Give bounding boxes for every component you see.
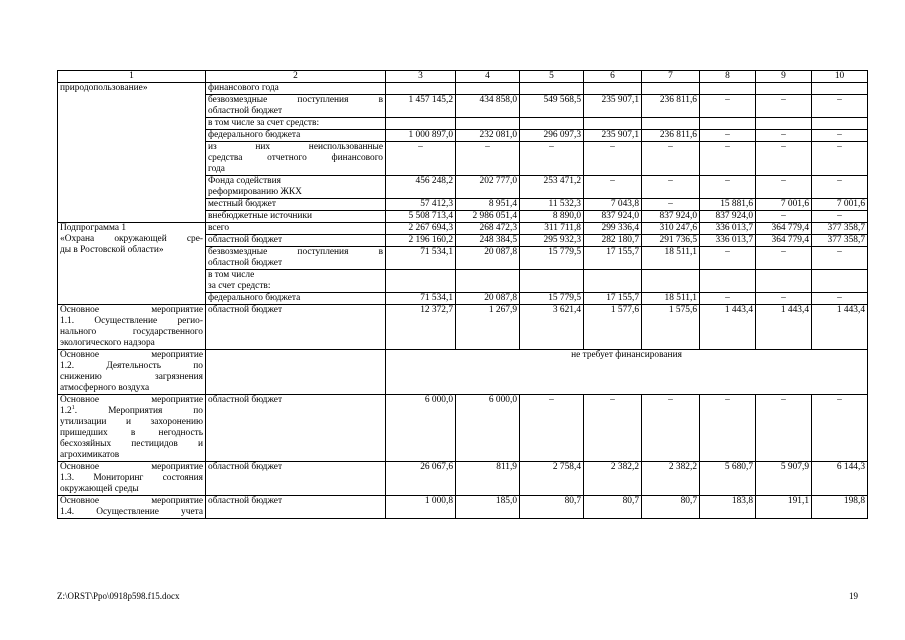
value-cell: –	[642, 176, 700, 199]
value-cell: 837 924,0	[642, 211, 700, 223]
measure-line: снижению загрязнения	[60, 372, 203, 382]
measure-line: Основное мероприятие	[60, 395, 203, 405]
subprogram-line: Подпрограмма 1	[60, 223, 127, 233]
measure-line: окружающей среды	[60, 484, 139, 494]
value-cell	[520, 118, 584, 130]
value-cell: 232 081,0	[456, 130, 520, 142]
value-cell: 20 087,8	[456, 293, 520, 305]
value-cell: 2 986 051,4	[456, 211, 520, 223]
header-cell: 6	[584, 71, 642, 83]
value-cell: 299 336,4	[584, 223, 642, 235]
value-cell: 5 508 713,4	[386, 211, 456, 223]
value-cell: –	[700, 95, 756, 118]
value-cell: 549 568,5	[520, 95, 584, 118]
measure-name-cell	[58, 462, 206, 496]
value-cell: 18 511,1	[642, 247, 700, 270]
value-cell: 364 779,4	[756, 223, 812, 235]
source-cell	[206, 142, 386, 176]
value-cell: 837 924,0	[700, 211, 756, 223]
value-cell	[812, 270, 868, 293]
program-name-cell	[58, 83, 206, 223]
value-cell: –	[700, 176, 756, 199]
value-cell: –	[456, 142, 520, 176]
value-cell: 80,7	[520, 496, 584, 519]
source-line: за счет средств:	[208, 281, 271, 291]
value-cell	[700, 270, 756, 293]
measure-line	[60, 406, 203, 417]
value-cell: 2 382,2	[584, 462, 642, 496]
header-cell: 3	[386, 71, 456, 83]
value-cell: –	[584, 395, 642, 462]
value-cell	[386, 83, 456, 95]
value-cell	[520, 270, 584, 293]
value-cell: –	[642, 395, 700, 462]
header-cell: 9	[756, 71, 812, 83]
value-cell: 183,8	[700, 496, 756, 519]
value-cell: 6 000,0	[456, 395, 520, 462]
value-cell: –	[756, 293, 812, 305]
header-cell: 5	[520, 71, 584, 83]
source-cell	[206, 176, 386, 199]
source-line: из них неиспользованные	[208, 142, 383, 152]
value-cell: 2 196 160,2	[386, 235, 456, 247]
measure-line: бесхозяйных пестицидов и	[60, 439, 203, 449]
value-cell: 11 532,3	[520, 199, 584, 211]
source-line: реформированию ЖКХ	[208, 187, 302, 197]
value-cell: 235 907,1	[584, 130, 642, 142]
source-cell: областной бюджет	[206, 462, 386, 496]
source-cell: федерального бюджета	[206, 130, 386, 142]
value-cell	[456, 83, 520, 95]
value-cell: –	[812, 395, 868, 462]
value-cell: 57 412,3	[386, 199, 456, 211]
value-cell: 282 180,7	[584, 235, 642, 247]
value-cell: 6 144,3	[812, 462, 868, 496]
value-cell	[756, 118, 812, 130]
value-cell: 2 382,2	[642, 462, 700, 496]
value-cell: 5 680,7	[700, 462, 756, 496]
value-cell: 837 924,0	[584, 211, 642, 223]
measure-line: Основное мероприятие	[60, 305, 203, 315]
table-row	[58, 83, 868, 95]
source-line: года	[208, 164, 225, 174]
value-cell: –	[812, 211, 868, 223]
source-line: областной бюджет	[208, 258, 283, 268]
value-cell: 8 951,4	[456, 199, 520, 211]
value-cell	[642, 83, 700, 95]
source-cell	[206, 95, 386, 118]
value-cell: 311 711,8	[520, 223, 584, 235]
value-cell: 20 087,8	[456, 247, 520, 270]
value-cell: –	[756, 95, 812, 118]
value-cell: 377 358,7	[812, 235, 868, 247]
value-cell: 2 267 694,3	[386, 223, 456, 235]
value-cell: 1 443,4	[812, 305, 868, 350]
value-cell: –	[812, 247, 868, 270]
value-cell: 336 013,7	[700, 223, 756, 235]
table-row	[58, 305, 868, 350]
value-cell: 296 097,3	[520, 130, 584, 142]
value-cell: –	[812, 95, 868, 118]
value-cell: 364 779,4	[756, 235, 812, 247]
measure-line: атмосферного воздуха	[60, 383, 150, 393]
source-line: средства отчетного финансового	[208, 153, 383, 163]
value-cell: 811,9	[456, 462, 520, 496]
value-cell	[584, 118, 642, 130]
source-line: безвозмездные поступления в	[208, 247, 383, 257]
value-cell: 456 248,2	[386, 176, 456, 199]
measure-line: 1.3. Мониторинг состояния	[60, 473, 203, 483]
measure-line: агрохимикатов	[60, 450, 120, 460]
measure-line: нального государственного	[60, 327, 203, 337]
value-cell	[642, 118, 700, 130]
value-cell: 198,8	[812, 496, 868, 519]
value-cell: 1 267,9	[456, 305, 520, 350]
source-cell: в том числе за счет средств:	[206, 118, 386, 130]
value-cell: 434 858,0	[456, 95, 520, 118]
subprogram-line: ды в Ростовской области»	[60, 245, 164, 255]
measure-line: 1.4. Осуществление учета	[60, 507, 203, 517]
value-cell: 17 155,7	[584, 247, 642, 270]
value-cell: –	[520, 395, 584, 462]
measure-name-cell	[58, 305, 206, 350]
value-cell: –	[700, 395, 756, 462]
value-cell: 248 384,5	[456, 235, 520, 247]
measure-line: Основное мероприятие	[60, 462, 203, 472]
header-cell: 7	[642, 71, 700, 83]
value-cell: –	[642, 142, 700, 176]
value-cell: –	[700, 142, 756, 176]
table-row	[58, 462, 868, 496]
value-cell: –	[756, 130, 812, 142]
value-cell: –	[756, 395, 812, 462]
value-cell: 236 811,6	[642, 130, 700, 142]
value-cell: 377 358,7	[812, 223, 868, 235]
value-cell: –	[756, 247, 812, 270]
value-cell	[584, 270, 642, 293]
value-cell	[756, 270, 812, 293]
value-cell	[642, 270, 700, 293]
value-cell: 7 001,6	[756, 199, 812, 211]
value-cell: 1 575,6	[642, 305, 700, 350]
source-line: областной бюджет	[208, 106, 283, 116]
value-cell: 310 247,6	[642, 223, 700, 235]
measure-name-cell	[58, 350, 206, 395]
value-cell: –	[642, 199, 700, 211]
header-cell: 10	[812, 71, 868, 83]
value-cell: –	[700, 247, 756, 270]
source-cell: областной бюджет	[206, 235, 386, 247]
value-cell: 8 890,0	[520, 211, 584, 223]
value-cell: 7 043,8	[584, 199, 642, 211]
value-cell: 71 534,1	[386, 293, 456, 305]
value-cell: –	[520, 142, 584, 176]
value-cell: 2 758,4	[520, 462, 584, 496]
measure-number: 1.2	[60, 406, 72, 416]
measure-title: . Мероприятия по	[74, 406, 203, 416]
source-cell: местный бюджет	[206, 199, 386, 211]
value-cell	[700, 118, 756, 130]
value-cell	[700, 83, 756, 95]
value-cell: –	[812, 130, 868, 142]
value-cell: 185,0	[456, 496, 520, 519]
value-cell: –	[700, 293, 756, 305]
value-cell	[584, 83, 642, 95]
value-cell: 6 000,0	[386, 395, 456, 462]
value-cell: –	[386, 142, 456, 176]
header-cell: 1	[58, 71, 206, 83]
measure-line: 1.1. Осуществление регио-	[60, 316, 203, 326]
header-cell: 4	[456, 71, 520, 83]
source-cell: областной бюджет	[206, 496, 386, 519]
value-cell: 15 779,5	[520, 247, 584, 270]
source-cell: всего	[206, 223, 386, 235]
header-row	[58, 71, 868, 83]
value-cell: 3 621,4	[520, 305, 584, 350]
value-cell: 191,1	[756, 496, 812, 519]
source-line: безвозмездные поступления в	[208, 95, 383, 105]
measure-line: утилизации и захоронению	[60, 417, 203, 427]
value-cell: 202 777,0	[456, 176, 520, 199]
source-cell: областной бюджет	[206, 305, 386, 350]
value-cell: 291 736,5	[642, 235, 700, 247]
value-cell: 71 534,1	[386, 247, 456, 270]
value-cell: 1 457 145,2	[386, 95, 456, 118]
subprogram-line: «Охрана окружающей сре-	[60, 234, 203, 244]
footer-file-path: Z:\ORST\Ppo\0918p598.f15.docx	[57, 591, 180, 601]
value-cell	[812, 118, 868, 130]
value-cell: 253 471,2	[520, 176, 584, 199]
table-row	[58, 350, 868, 395]
value-cell: 26 067,6	[386, 462, 456, 496]
value-cell: –	[700, 130, 756, 142]
measure-name-cell	[58, 395, 206, 462]
source-line: Фонда содействия	[208, 176, 281, 186]
value-cell: 80,7	[642, 496, 700, 519]
value-cell: 1 577,6	[584, 305, 642, 350]
value-cell: 236 811,6	[642, 95, 700, 118]
value-cell: 12 372,7	[386, 305, 456, 350]
footer-page-number: 19	[849, 591, 858, 601]
value-cell	[386, 118, 456, 130]
value-cell: 15 779,5	[520, 293, 584, 305]
measure-line: пришедших в негодность	[60, 428, 203, 438]
measure-line: Основное мероприятие	[60, 496, 203, 506]
source-cell: областной бюджет	[206, 395, 386, 462]
value-cell	[456, 118, 520, 130]
value-cell	[812, 83, 868, 95]
table-row	[58, 496, 868, 519]
value-cell: 1 000 897,0	[386, 130, 456, 142]
value-cell: –	[756, 211, 812, 223]
measure-line: Основное мероприятие	[60, 350, 203, 360]
value-cell: 1 443,4	[700, 305, 756, 350]
source-cell: федерального бюджета	[206, 293, 386, 305]
measure-line: экологического надзора	[60, 338, 155, 348]
source-cell: финансового года	[206, 83, 386, 95]
value-cell: –	[812, 142, 868, 176]
program-name: природопользование»	[60, 83, 148, 93]
source-cell	[206, 350, 386, 395]
source-line: в том числе	[208, 270, 255, 280]
no-financing-note: не требует финансирования	[386, 350, 868, 395]
budget-table	[57, 70, 868, 519]
value-cell	[756, 83, 812, 95]
value-cell: 17 155,7	[584, 293, 642, 305]
value-cell: 336 013,7	[700, 235, 756, 247]
value-cell: 15 881,6	[700, 199, 756, 211]
value-cell	[520, 83, 584, 95]
subprogram-name-cell	[58, 223, 206, 305]
value-cell	[456, 270, 520, 293]
value-cell: 268 472,3	[456, 223, 520, 235]
value-cell: –	[584, 176, 642, 199]
measure-name-cell	[58, 496, 206, 519]
value-cell: 235 907,1	[584, 95, 642, 118]
header-cell: 2	[206, 71, 386, 83]
table-row	[58, 223, 868, 235]
source-cell	[206, 247, 386, 270]
value-cell: 7 001,6	[812, 199, 868, 211]
header-cell: 8	[700, 71, 756, 83]
value-cell: 1 000,8	[386, 496, 456, 519]
value-cell: –	[756, 176, 812, 199]
value-cell: 80,7	[584, 496, 642, 519]
value-cell: –	[812, 293, 868, 305]
value-cell: 5 907,9	[756, 462, 812, 496]
value-cell: 295 932,3	[520, 235, 584, 247]
source-cell: внебюджетные источники	[206, 211, 386, 223]
source-cell	[206, 270, 386, 293]
measure-line: 1.2. Деятельность по	[60, 361, 203, 371]
table-row	[58, 395, 868, 462]
value-cell	[386, 270, 456, 293]
value-cell: 1 443,4	[756, 305, 812, 350]
value-cell: –	[756, 142, 812, 176]
superscript: 1	[71, 404, 75, 411]
value-cell: –	[584, 142, 642, 176]
value-cell: –	[812, 176, 868, 199]
value-cell: 18 511,1	[642, 293, 700, 305]
